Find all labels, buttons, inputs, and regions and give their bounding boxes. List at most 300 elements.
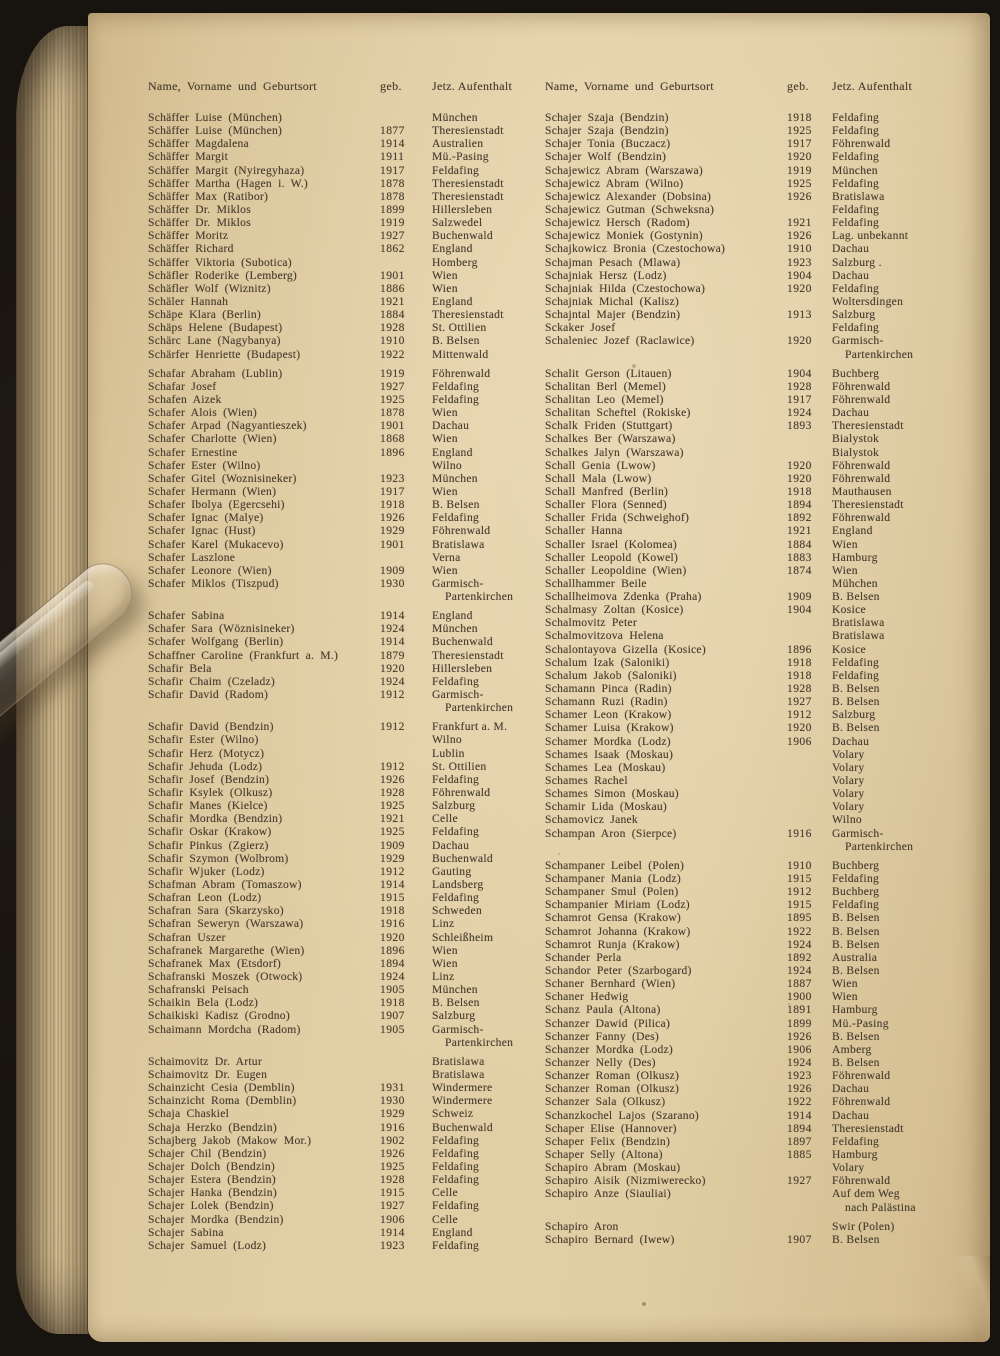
entry-residence: Buchberg — [832, 885, 880, 899]
registry-row — [545, 964, 949, 977]
entry-birth-year: 1927 — [380, 229, 405, 243]
entry-birth-year: 1914 — [787, 1108, 812, 1122]
entry-birth-year: 1924 — [380, 674, 405, 688]
entry-residence: Australien — [432, 137, 484, 151]
entry-birth-year: 1931 — [380, 1081, 405, 1095]
entry-name: Schafir Pinkus (Zgierz) — [148, 838, 269, 852]
column-header-name: Name, Vorname und Geburtsort — [148, 79, 317, 93]
registry-row — [148, 538, 540, 551]
registry-row — [545, 682, 949, 695]
entry-name: Schall Genia (Lwow) — [545, 458, 656, 472]
registry-row — [148, 635, 540, 648]
registry-row — [148, 996, 540, 1009]
registry-row — [545, 177, 949, 190]
registry-row — [148, 1081, 540, 1094]
registry-row — [148, 334, 540, 347]
entry-birth-year: 1928 — [380, 1173, 405, 1187]
entry-birth-year: 1930 — [380, 576, 405, 590]
entry-residence: Salzburg — [832, 308, 876, 322]
entry-residence: Theresienstadt — [432, 648, 504, 662]
entry-name: Schafran Sara (Skarzysko) — [148, 904, 284, 918]
entry-name: Schaimovitz Dr. Artur — [148, 1054, 262, 1068]
entry-residence: Föhrenwald — [432, 786, 491, 800]
registry-row — [148, 1134, 540, 1147]
entry-residence: Feldafing — [832, 1134, 880, 1148]
registry-row — [148, 1213, 540, 1226]
registry-row — [148, 348, 540, 361]
entry-name: Schafir David (Radom) — [148, 688, 269, 702]
registry-row — [545, 951, 949, 964]
entry-name: Schall Mala (Lwow) — [545, 471, 652, 485]
entry-residence: Hillersleben — [432, 202, 493, 216]
registry-row — [545, 616, 949, 629]
entry-birth-year: 1883 — [787, 550, 812, 564]
entry-birth-year: 1868 — [380, 432, 405, 446]
entry-birth-year: 1913 — [787, 308, 812, 322]
entry-name: Schames Lea (Moskau) — [545, 760, 666, 774]
entry-name: Schalitan Scheftel (Rokiske) — [545, 406, 691, 420]
entry-name: Schapiro Abram (Moskau) — [545, 1161, 681, 1175]
entry-residence: Feldafing — [832, 111, 880, 124]
column-header — [545, 79, 949, 94]
entry-residence: St. Ottilien — [432, 759, 487, 773]
entry-residence: Wien — [432, 956, 458, 970]
registry-row — [545, 472, 949, 485]
entry-birth-year: 1920 — [787, 721, 812, 735]
registry-row — [148, 551, 540, 564]
registry-row — [545, 164, 949, 177]
entry-birth-year: 1874 — [787, 563, 812, 577]
registry-row — [148, 649, 540, 662]
registry-row — [545, 150, 949, 163]
entry-name: Schaikin Bela (Lodz) — [148, 996, 259, 1010]
entry-residence-line2: Partenkirchen — [445, 701, 514, 715]
entry-birth-year: 1907 — [787, 1232, 812, 1246]
entry-residence: Feldafing — [832, 655, 880, 669]
entry-birth-year: 1912 — [380, 759, 405, 773]
registry-row — [148, 419, 540, 432]
entry-birth-year: 1914 — [380, 635, 405, 649]
entry-birth-year: 1926 — [787, 1029, 812, 1043]
registry-row — [545, 229, 949, 242]
registry-row — [148, 1199, 540, 1212]
entry-birth-year: 1924 — [787, 937, 812, 951]
entry-residence: Feldafing — [432, 674, 480, 688]
entry-birth-year: 1877 — [380, 124, 405, 138]
entry-birth-year: 1918 — [787, 655, 812, 669]
entry-name: Schalum Jakob (Saloniki) — [545, 668, 677, 682]
entry-residence: Schleißheim — [432, 930, 494, 944]
registry-row — [148, 577, 540, 590]
entry-birth-year: 1914 — [380, 609, 405, 623]
entry-birth-year: 1912 — [787, 708, 812, 722]
entry-residence: B. Belsen — [832, 695, 880, 709]
column-header-residence: Jetz. Aufenthalt — [432, 79, 513, 93]
entry-name: Schanzer Roman (Olkusz) — [545, 1082, 680, 1096]
entry-residence: Wien — [432, 563, 458, 577]
entry-residence: B. Belsen — [432, 996, 480, 1010]
entry-name: Schajniak Hilda (Czestochowa) — [545, 281, 706, 295]
registry-row — [148, 839, 540, 852]
registry-row — [148, 111, 540, 124]
registry-row — [545, 656, 949, 669]
entry-birth-year: 1929 — [380, 524, 405, 538]
entry-birth-year: 1930 — [380, 1094, 405, 1108]
entry-residence: Volary — [832, 774, 865, 788]
entry-residence: Feldafing — [832, 321, 880, 335]
entry-residence: Dachau — [432, 838, 470, 852]
entry-name: Schaper Felix (Bendzin) — [545, 1134, 671, 1148]
entry-birth-year: 1894 — [787, 498, 812, 512]
entry-residence: Celle — [432, 1212, 458, 1226]
entry-residence: Wien — [432, 484, 458, 498]
entry-birth-year: 1926 — [787, 1082, 812, 1096]
registry-row — [148, 190, 540, 203]
entry-name: Schamer Leon (Krakow) — [545, 708, 672, 722]
entry-name: Schainzicht Cesia (Demblin) — [148, 1081, 295, 1095]
entry-name: Schamir Lida (Moskau) — [545, 800, 668, 814]
entry-residence: Celle — [432, 1186, 458, 1200]
entry-residence: Föhrenwald — [432, 366, 491, 380]
entry-residence-line2: Partenkirchen — [845, 839, 914, 853]
entry-name: Schafman Abram (Tomaszow) — [148, 878, 302, 892]
entry-residence: Hamburg — [832, 1147, 878, 1161]
entry-name: Schanzer Sala (Olkusz) — [545, 1095, 666, 1109]
entry-residence: Föhrenwald — [832, 1069, 891, 1083]
entry-birth-year: 1925 — [787, 124, 812, 138]
entry-birth-year: 1923 — [787, 255, 812, 269]
entry-birth-year: 1904 — [787, 603, 812, 617]
entry-residence: Wien — [832, 563, 858, 577]
entry-name: Schamer Luisa (Krakow) — [545, 721, 674, 735]
registry-row — [545, 603, 949, 616]
registry-row — [148, 203, 540, 216]
registry-row — [545, 498, 949, 511]
entry-birth-year: 1914 — [380, 878, 405, 892]
entry-residence: Mühchen — [832, 576, 878, 590]
registry-row — [148, 367, 540, 380]
registry-row — [545, 524, 949, 537]
entry-residence: Windermere — [432, 1094, 493, 1108]
entry-name: Schärfer Henriette (Budapest) — [148, 347, 301, 361]
registry-row — [148, 150, 540, 163]
entry-residence: B. Belsen — [432, 334, 480, 348]
registry-row — [148, 675, 540, 688]
registry-row — [545, 1043, 949, 1056]
entry-name: Schamer Mordka (Lodz) — [545, 734, 671, 748]
entry-birth-year: 1893 — [787, 419, 812, 433]
registry-row — [545, 911, 949, 924]
entry-residence: England — [432, 1225, 473, 1239]
entry-name: Schafen Aizek — [148, 392, 222, 406]
entry-residence: Feldafing — [432, 379, 480, 393]
entry-name: Schäler Hannah — [148, 294, 229, 308]
entry-birth-year: 1916 — [380, 917, 405, 931]
entry-residence: Volary — [832, 760, 865, 774]
registry-row — [148, 229, 540, 242]
registry-row — [545, 380, 949, 393]
entry-residence: Feldafing — [432, 392, 480, 406]
registry-row — [545, 859, 949, 872]
entry-residence: Bialystok — [832, 445, 880, 459]
entry-birth-year: 1904 — [787, 366, 812, 380]
entry-residence: Buchenwald — [432, 851, 493, 865]
entry-name: Schäffer Dr. Miklos — [148, 216, 251, 230]
entry-birth-year: 1922 — [787, 924, 812, 938]
entry-birth-year: 1925 — [380, 392, 405, 406]
entry-name: Schafir Manes (Kielce) — [148, 799, 268, 813]
entry-name: Schaller Flora (Senned) — [545, 498, 667, 512]
entry-residence: Wilno — [432, 733, 463, 747]
entry-name: Schaleniec Jozef (Raclawice) — [545, 334, 695, 348]
entry-name: Schafir Josef (Bendzin) — [148, 772, 270, 786]
entry-birth-year: 1920 — [380, 661, 405, 675]
entry-birth-year: 1925 — [380, 1159, 405, 1173]
entry-name: Schafranski Moszek (Otwock) — [148, 970, 303, 983]
column-header-residence: Jetz. Aufenthalt — [832, 79, 913, 93]
entry-birth-year: 1920 — [787, 281, 812, 295]
registry-row — [148, 1055, 540, 1068]
entry-name: Schamrot Gensa (Krakow) — [545, 911, 682, 925]
registry-row — [545, 242, 949, 255]
entry-name: Schafer Laszlone — [148, 550, 236, 564]
registry-row — [148, 295, 540, 308]
registry-row — [545, 406, 949, 419]
entry-residence: Celle — [432, 812, 458, 826]
entry-birth-year: 1917 — [380, 163, 405, 177]
entry-residence: Lublin — [432, 746, 465, 760]
entry-residence: München — [432, 111, 478, 124]
entry-residence: Bratislawa — [832, 616, 885, 630]
entry-residence: Kosice — [832, 642, 866, 656]
entry-name: Schandor Peter (Szarbogard) — [545, 964, 692, 977]
entry-residence: München — [432, 983, 478, 997]
entry-birth-year: 1892 — [787, 511, 812, 525]
entry-residence: Wien — [432, 432, 458, 446]
entry-name: Schafir Wjuker (Lodz) — [148, 864, 265, 878]
entry-residence: Feldafing — [832, 216, 880, 230]
entry-birth-year: 1915 — [787, 898, 812, 912]
registry-row — [545, 190, 949, 203]
entry-name: Schafir Chaim (Czeladz) — [148, 674, 275, 688]
entry-residence: Linz — [432, 970, 455, 983]
entry-residence-line2: Partenkirchen — [445, 590, 514, 604]
entry-name: Schanzer Dawid (Pilica) — [545, 1016, 671, 1030]
entry-residence: England — [432, 242, 473, 256]
registry-row — [148, 459, 540, 472]
entry-birth-year: 1921 — [787, 524, 812, 538]
entry-residence: Mauthausen — [832, 484, 892, 498]
entry-residence: Feldafing — [432, 1159, 480, 1173]
entry-name: Schaner Hedwig — [545, 990, 629, 1004]
entry-residence: Dachau — [832, 242, 870, 256]
entry-birth-year: 1884 — [380, 308, 405, 322]
entry-name: Schäffer Martha (Hagen i. W.) — [148, 176, 309, 190]
entry-name: Schäffer Max (Ratibor) — [148, 189, 269, 203]
entry-birth-year: 1910 — [787, 242, 812, 256]
entry-residence: Swir (Polen) — [832, 1219, 895, 1233]
registry-row — [545, 695, 949, 708]
entry-residence: Frankfurt a. M. — [432, 720, 508, 734]
entry-birth-year: 1887 — [787, 977, 812, 991]
book-page — [88, 13, 990, 1342]
entry-residence: Feldafing — [432, 1199, 480, 1213]
entry-name: Schafer Sara (Wöznisineker) — [148, 622, 295, 636]
entry-name: Schäfler Roderike (Lemberg) — [148, 268, 298, 282]
entry-birth-year: 1911 — [380, 150, 405, 164]
entry-residence: Garmisch- — [432, 1022, 484, 1036]
entry-residence: Theresienstadt — [432, 176, 504, 190]
entry-birth-year: 1906 — [787, 1042, 812, 1056]
entry-birth-year: 1909 — [380, 838, 405, 852]
entry-name: Schaja Chaskiel — [148, 1107, 230, 1121]
entry-name: Schamrot Runja (Krakow) — [545, 937, 680, 951]
registry-row — [148, 216, 540, 229]
entry-residence: Bratislawa — [432, 537, 485, 551]
entry-residence: Auf dem Weg — [832, 1187, 900, 1201]
entry-name: Schafer Miklos (Tiszpud) — [148, 576, 279, 590]
entry-name: Schafer Charlotte (Wien) — [148, 432, 277, 446]
entry-residence: Wien — [432, 406, 458, 420]
entry-name: Schaper Selly (Altona) — [545, 1147, 663, 1161]
registry-row — [148, 1068, 540, 1081]
registry-row — [148, 1226, 540, 1239]
entry-birth-year: 1905 — [380, 983, 405, 997]
entry-residence: Landsberg — [432, 878, 484, 892]
entry-birth-year: 1926 — [787, 189, 812, 203]
registry-row — [545, 1030, 949, 1043]
registry-row — [148, 812, 540, 825]
registry-row — [545, 735, 949, 748]
registry-row — [545, 295, 949, 308]
entry-residence: St. Ottilien — [432, 321, 487, 335]
registry-row — [148, 564, 540, 577]
entry-name: Schajer Mordka (Bendzin) — [148, 1212, 284, 1226]
registry-row — [545, 1109, 949, 1122]
entry-birth-year: 1899 — [380, 202, 405, 216]
registry-row — [148, 825, 540, 838]
entry-birth-year: 1901 — [380, 537, 405, 551]
entry-birth-year: 1915 — [380, 1186, 405, 1200]
entry-name: Schanzer Mordka (Lodz) — [545, 1042, 674, 1056]
entry-name: Schafar Josef — [148, 379, 217, 393]
registry-row — [545, 938, 949, 951]
entry-residence: Dachau — [832, 1082, 870, 1096]
entry-birth-year: 1914 — [380, 1225, 405, 1239]
entry-birth-year: 1879 — [380, 648, 405, 662]
entry-birth-year: 1928 — [380, 786, 405, 800]
registry-row — [545, 334, 949, 347]
registry-row — [545, 748, 949, 761]
registry-row — [545, 269, 949, 282]
entry-residence: Garmisch- — [832, 826, 884, 840]
entry-name: Schajer Szaja (Bendzin) — [545, 111, 669, 124]
registry-row — [545, 577, 949, 590]
registry-row — [545, 308, 949, 321]
entry-name: Schalmovitz Peter — [545, 616, 637, 630]
entry-name: Schajewicz Alexander (Dobsina) — [545, 189, 712, 203]
registry-row — [148, 177, 540, 190]
entry-birth-year: 1918 — [380, 498, 405, 512]
entry-name: Schafir Herz (Motycz) — [148, 746, 265, 760]
entry-residence: B. Belsen — [832, 911, 880, 925]
entry-residence: Garmisch- — [432, 576, 484, 590]
entry-birth-year: 1919 — [787, 163, 812, 177]
registry-row — [148, 622, 540, 635]
entry-name: Schander Perla — [545, 950, 622, 964]
entry-birth-year: 1917 — [787, 137, 812, 151]
entry-name: Schafer Karel (Mukacevo) — [148, 537, 284, 551]
entry-residence: Föhrenwald — [832, 458, 891, 472]
registry-row — [148, 760, 540, 773]
registry-row — [545, 721, 949, 734]
entry-name: Schamann Pinca (Radin) — [545, 682, 672, 696]
entry-name: Schaja Herzko (Bendzin) — [148, 1120, 277, 1134]
registry-row-continuation — [148, 1036, 540, 1049]
entry-residence: Garmisch- — [832, 334, 884, 348]
entry-name: Schaller Leopold (Kowel) — [545, 550, 679, 564]
entry-birth-year: 1919 — [380, 216, 405, 230]
entry-birth-year: 1922 — [380, 347, 405, 361]
entry-residence: B. Belsen — [432, 498, 480, 512]
entry-name: Schanz Paula (Altona) — [545, 1003, 661, 1017]
entry-birth-year: 1862 — [380, 242, 405, 256]
registry-row — [545, 203, 949, 216]
entry-birth-year: 1925 — [380, 799, 405, 813]
entry-birth-year: 1923 — [380, 1238, 405, 1252]
registry-row — [148, 747, 540, 760]
entry-name: Schajniak Michal (Kalisz) — [545, 294, 679, 308]
registry-row — [545, 629, 949, 642]
entry-residence: Theresienstadt — [832, 498, 904, 512]
entry-name: Schalk Friden (Stuttgart) — [545, 419, 673, 433]
entry-name: Schäps Helene (Budapest) — [148, 321, 283, 335]
column-header-born: geb. — [787, 79, 809, 93]
entry-residence-line2: Partenkirchen — [445, 1035, 514, 1049]
registry-row — [148, 1160, 540, 1173]
entry-residence: Föhrenwald — [832, 1095, 891, 1109]
entry-birth-year: 1921 — [380, 294, 405, 308]
entry-residence: Dachau — [832, 406, 870, 420]
registry-row — [545, 216, 949, 229]
entry-residence: Feldafing — [832, 872, 880, 886]
entry-birth-year: 1918 — [787, 111, 812, 124]
entry-birth-year: 1901 — [380, 419, 405, 433]
entry-birth-year: 1912 — [380, 720, 405, 734]
entry-residence: Salzburg — [432, 1009, 476, 1023]
registry-row — [148, 282, 540, 295]
entry-residence: B. Belsen — [832, 682, 880, 696]
entry-birth-year: 1918 — [787, 668, 812, 682]
entry-name: Schajer Chil (Bendzin) — [148, 1146, 267, 1160]
entry-residence: Salzburg — [432, 799, 476, 813]
entry-residence: Feldafing — [832, 281, 880, 295]
entry-residence: Föhrenwald — [832, 511, 891, 525]
registry-row — [148, 983, 540, 996]
registry-row — [148, 662, 540, 675]
entry-name: Schafer Arpad (Nagyantieszek) — [148, 419, 307, 433]
entry-name: Schäffer Margit (Nyiregyhaza) — [148, 163, 305, 177]
entry-name: Schaller Hanna — [545, 524, 623, 538]
entry-name: Schäffer Magdalena — [148, 137, 249, 151]
registry-row — [545, 1003, 949, 1016]
entry-name: Schalkes Ber (Warszawa) — [545, 432, 676, 446]
registry-row — [545, 282, 949, 295]
registry-row — [148, 957, 540, 970]
entry-residence: Buchenwald — [432, 229, 493, 243]
registry-row — [148, 852, 540, 865]
entry-name: Schajer Szaja (Bendzin) — [545, 124, 669, 138]
